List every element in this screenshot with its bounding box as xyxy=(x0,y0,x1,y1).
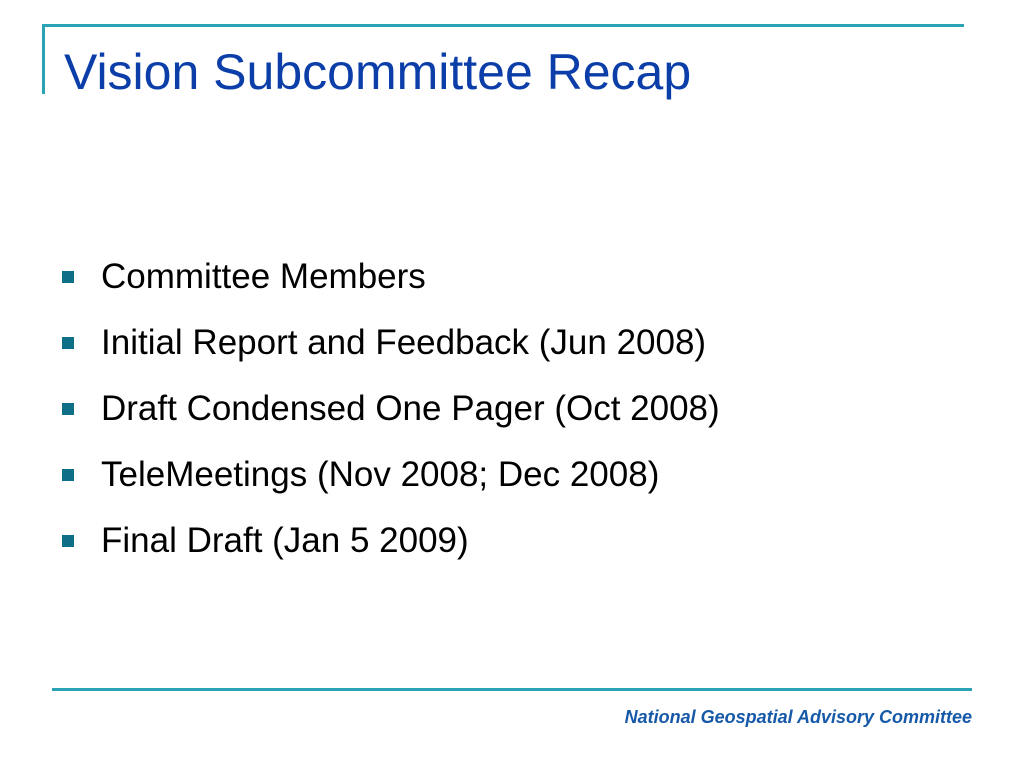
footer-organization: National Geospatial Advisory Committee xyxy=(624,707,972,727)
bullet-text: Committee Members xyxy=(101,257,426,296)
square-bullet-icon xyxy=(62,337,74,349)
square-bullet-icon xyxy=(62,469,74,481)
bullet-text: Draft Condensed One Pager (Oct 2008) xyxy=(101,389,720,428)
bullet-text: TeleMeetings (Nov 2008; Dec 2008) xyxy=(101,455,660,494)
bullet-item xyxy=(62,310,720,376)
bullet-list xyxy=(62,244,720,574)
square-bullet-icon xyxy=(62,271,74,283)
bullet-text: Final Draft (Jan 5 2009) xyxy=(101,521,469,560)
square-bullet-icon xyxy=(62,535,74,547)
bullet-item xyxy=(62,508,720,574)
bullet-item xyxy=(62,376,720,442)
slide-title: Vision Subcommittee Recap xyxy=(64,44,692,100)
bullet-item xyxy=(62,442,720,508)
bullet-item xyxy=(62,244,720,310)
bullet-text: Initial Report and Feedback (Jun 2008) xyxy=(101,323,707,362)
accent-vertical-line xyxy=(42,24,45,94)
accent-top-line xyxy=(42,24,964,27)
square-bullet-icon xyxy=(62,403,74,415)
footer-divider xyxy=(52,688,972,691)
